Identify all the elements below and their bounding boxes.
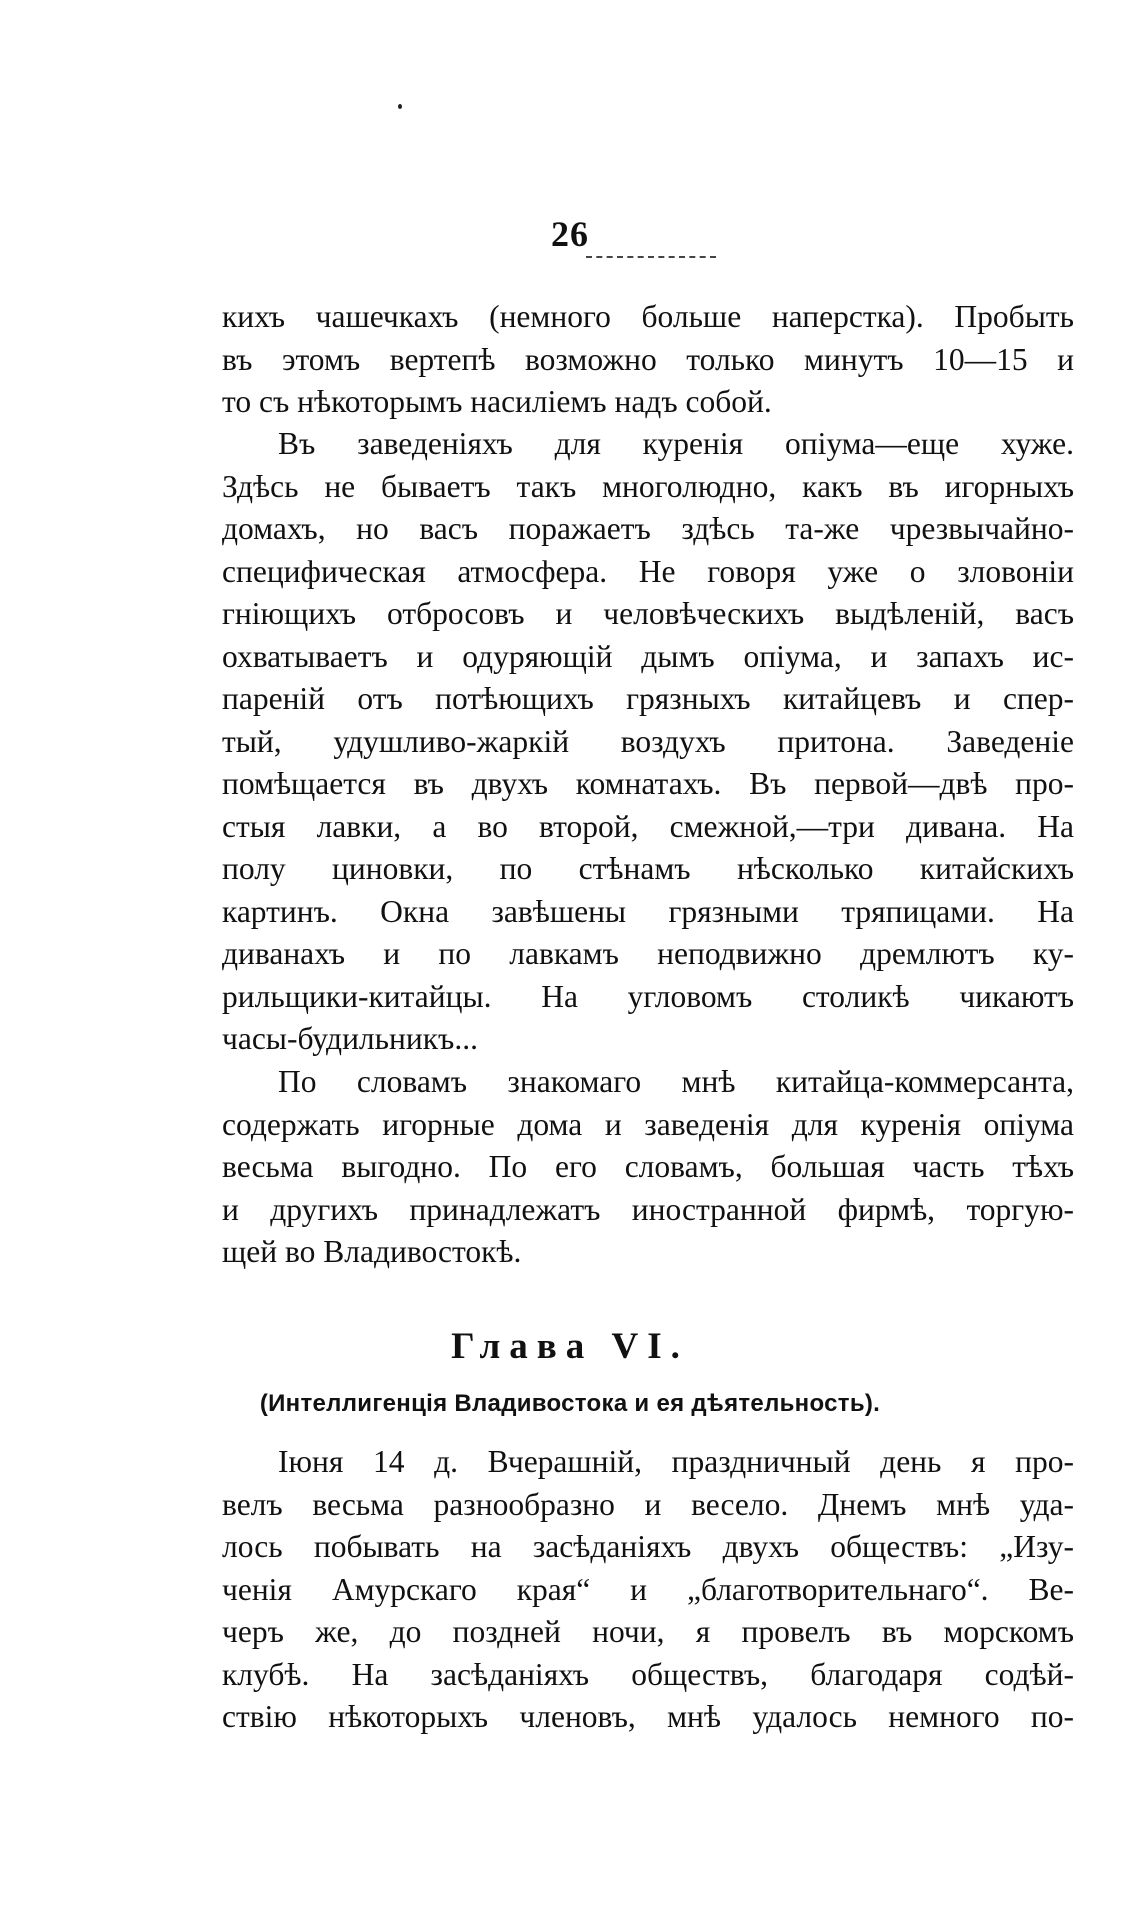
text-line: лось побывать на засѣданіяхъ двухъ обществъ: „Изу- [222,1529,1074,1564]
text-line: рильщики-китайцы. На угловомъ столикѣ чикаютъ [222,978,1074,1014]
text-line: черъ же, до поздней ночи, я провелъ въ морскомъ [222,1614,1074,1649]
text-line: весьма выгодно. По его словамъ, большая часть тѣхъ [222,1149,1074,1184]
text-line: полу циновки, по стѣнамъ нѣсколько китайскихъ [222,851,1074,886]
text-line: По словамъ знакомаго мнѣ китайца-коммерсанта, [278,1064,1074,1099]
text-line: гніющихъ отбросовъ и человѣческихъ выдѣленій, васъ [222,596,1074,631]
text-line: специфическая атмосфера. Не говоря уже о зловоніи [222,553,1074,589]
text-line: пареній отъ потѣющихъ грязныхъ китайцевъ и спер- [222,681,1074,716]
text-line: то съ нѣкоторымъ насиліемъ надъ собой. [222,384,772,419]
text-line: клубѣ. На засѣданіяхъ обществъ, благодаря содѣй- [222,1656,1074,1692]
chapter-title: Глава VI. [451,1326,689,1367]
ink-speck [398,104,402,109]
text-line: часы-будильникъ... [222,1021,478,1056]
text-line: ствію нѣкоторыхъ членовъ, мнѣ удалось немного по- [222,1699,1074,1734]
chapter-subtitle: (Интеллигенція Владивостока и ея дѣятельность). [259,1390,881,1417]
paragraph-1 [222,296,1074,424]
text-line: кихъ чашечкахъ (немного больше наперстка). Пробыть [222,299,1074,334]
text-line: содержать игорные дома и заведенія для куренія опіума [222,1106,1074,1142]
text-line: диванахъ и по лавкамъ неподвижно дремлютъ ку- [222,936,1074,971]
page-number: 26 [551,214,589,254]
text-line: и другихъ принадлежатъ иностранной фирмѣ, торгую- [222,1191,1074,1227]
text-line: Въ заведеніяхъ для куренія опіума—еще хуже. [278,426,1074,461]
text-line: Здѣсь не бываетъ такъ многолюдно, какъ въ игорныхъ [222,468,1074,504]
text-line: щей во Владивостокѣ. [222,1234,522,1269]
text-line: домахъ, но васъ поражаетъ здѣсь та-же чрезвычайно- [222,511,1074,546]
text-line: въ этомъ вертепѣ возможно только минутъ 10—15 и [222,341,1074,377]
paragraph-2 [222,423,1074,1061]
text-line: велъ весьма разнообразно и весело. Днемъ мнѣ уда- [222,1486,1074,1522]
text-line: помѣщается въ двухъ комнатахъ. Въ первой—двѣ про- [222,766,1074,801]
paragraph-3 [222,1061,1074,1274]
text-line: картинъ. Окна завѣшены грязными тряпицами. На [222,893,1074,929]
text-line: ченія Амурскаго края“ и „благотворительнаго“. Ве- [222,1571,1074,1607]
text-line: охватываетъ и одуряющій дымъ опіума, и запахъ ис- [222,638,1074,674]
text-line: тый, удушливо-жаркій воздухъ притона. Заведеніе [222,723,1074,759]
paragraph-4 [222,1441,1074,1739]
text-line: стыя лавки, а во второй, смежной,—три дивана. На [222,808,1074,844]
page-number-rule [586,256,716,258]
text-line: Іюня 14 д. Вчерашній, праздничный день я про- [278,1444,1074,1479]
